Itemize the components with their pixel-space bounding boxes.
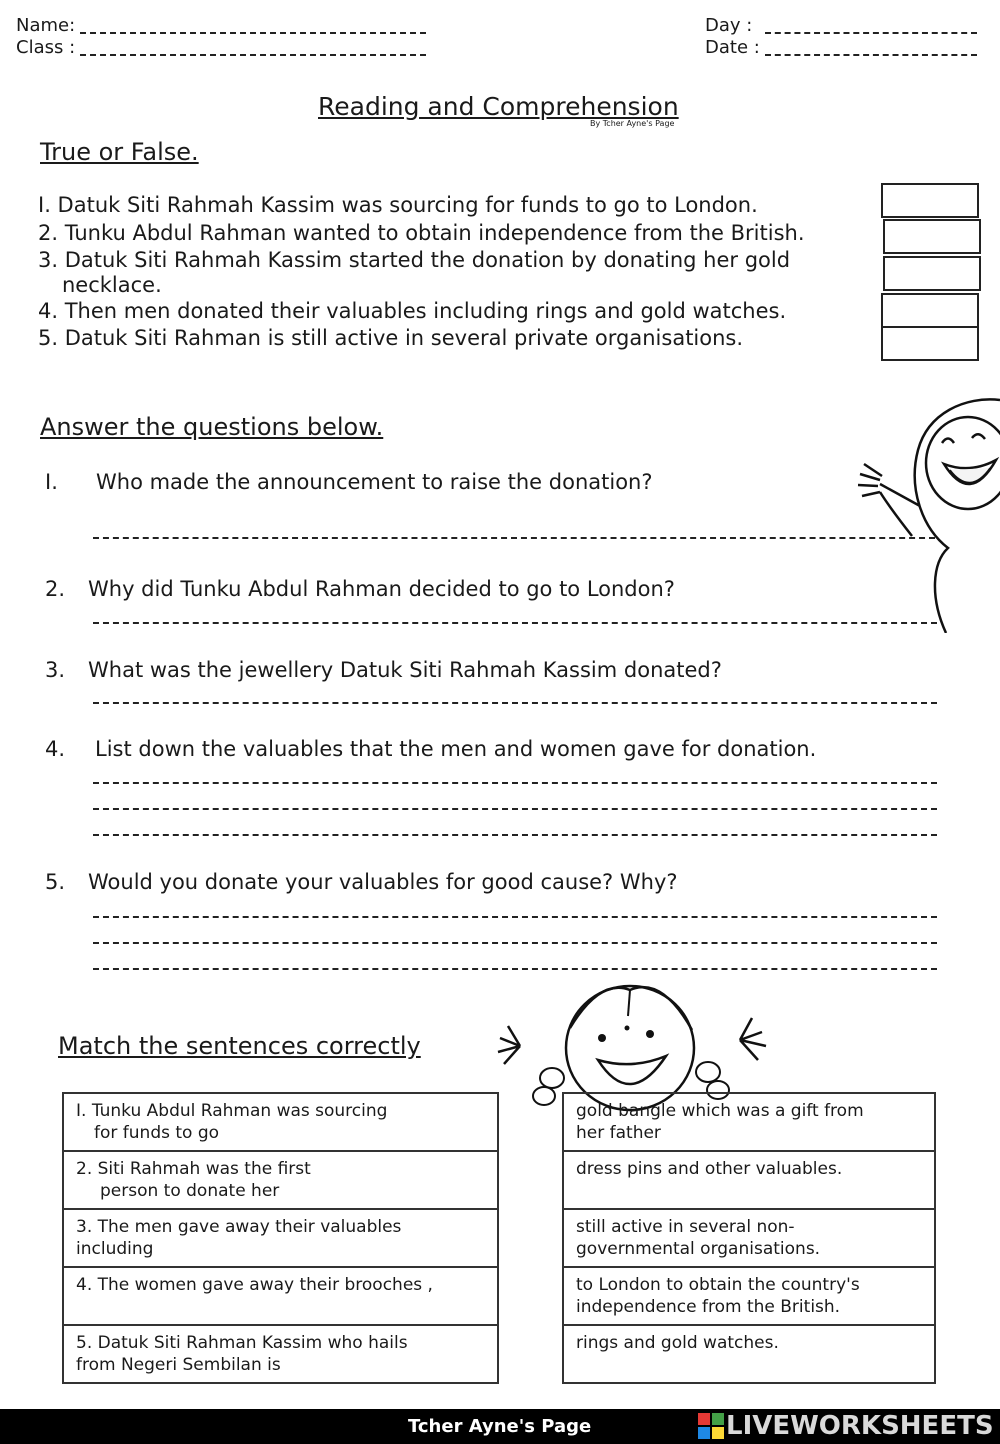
- answer-line-5a[interactable]: [93, 916, 937, 918]
- footer-bar: [0, 1409, 1000, 1444]
- tf-item-3-cont: necklace.: [62, 273, 162, 297]
- match-right-4[interactable]: to London to obtain the country's independence from the British.: [563, 1267, 935, 1325]
- liveworksheets-brand[interactable]: LIVEWORKSHEETS: [726, 1411, 994, 1441]
- class-label: Class :: [16, 37, 76, 58]
- tf-item-2: 2. Tunku Abdul Rahman wanted to obtain independence from the British.: [38, 221, 805, 245]
- tf-item-3: 3. Datuk Siti Rahmah Kassim started the donation by donating her gold: [38, 248, 791, 272]
- day-field[interactable]: [765, 32, 977, 34]
- question-2-text: Why did Tunku Abdul Rahman decided to go to London?: [88, 577, 675, 601]
- match-left-2[interactable]: 2. Siti Rahmah was the first person to donate her: [63, 1151, 498, 1209]
- question-1-number: I.: [45, 470, 58, 494]
- match-left-4[interactable]: 4. The women gave away their brooches ,: [63, 1267, 498, 1325]
- class-field[interactable]: [80, 54, 426, 56]
- match-right-2[interactable]: dress pins and other valuables.: [563, 1151, 935, 1209]
- match-left-5[interactable]: 5. Datuk Siti Rahman Kassim who hails from Negeri Sembilan is: [63, 1325, 498, 1383]
- question-3-number: 3.: [45, 658, 66, 682]
- day-label: Day :: [705, 15, 753, 36]
- tf-answer-box-3[interactable]: [883, 256, 981, 291]
- date-label: Date :: [705, 37, 760, 58]
- tf-item-5: 5. Datuk Siti Rahman is still active in several private organisations.: [38, 326, 744, 350]
- question-2-number: 2.: [45, 577, 66, 601]
- match-left-3[interactable]: 3. The men gave away their valuables including: [63, 1209, 498, 1267]
- name-label: Name:: [16, 15, 76, 36]
- byline: By Tcher Ayne's Page: [590, 119, 675, 128]
- match-right-5[interactable]: rings and gold watches.: [563, 1325, 935, 1383]
- answer-line-3[interactable]: [93, 702, 937, 704]
- questions-heading: Answer the questions below.: [40, 413, 384, 441]
- answer-line-4c[interactable]: [93, 834, 937, 836]
- question-3-text: What was the jewellery Datuk Siti Rahmah Kassim donated?: [88, 658, 722, 682]
- tf-answer-box-5[interactable]: [881, 326, 979, 361]
- match-heading: Match the sentences correctly: [58, 1032, 421, 1060]
- tf-answer-box-1[interactable]: [881, 183, 979, 218]
- answer-line-2[interactable]: [93, 622, 937, 624]
- question-4-text: List down the valuables that the men and women gave for donation.: [95, 737, 817, 761]
- girl-hijab-illustration: [850, 388, 1000, 633]
- name-field[interactable]: [80, 32, 426, 34]
- tf-answer-box-4[interactable]: [881, 293, 979, 328]
- answer-line-4b[interactable]: [93, 808, 937, 810]
- question-1-text: Who made the announcement to raise the donation?: [96, 470, 653, 494]
- question-5-text: Would you donate your valuables for good cause? Why?: [88, 870, 678, 894]
- match-right-1[interactable]: gold bangle which was a gift from her father: [563, 1093, 935, 1151]
- date-field[interactable]: [765, 54, 977, 56]
- question-4-number: 4.: [45, 737, 66, 761]
- match-right-3[interactable]: still active in several non- governmental organisations.: [563, 1209, 935, 1267]
- match-left-1[interactable]: I. Tunku Abdul Rahman was sourcing for funds to go: [63, 1093, 498, 1151]
- match-left-table: [62, 1092, 499, 1384]
- answer-line-5b[interactable]: [93, 942, 937, 944]
- footer-credit: Tcher Ayne's Page: [408, 1416, 592, 1437]
- true-false-heading: True or False.: [40, 138, 199, 166]
- tf-answer-box-2[interactable]: [883, 219, 981, 254]
- answer-line-1[interactable]: [93, 537, 935, 539]
- liveworksheets-logo-icon: [698, 1413, 724, 1439]
- tf-item-4: 4. Then men donated their valuables including rings and gold watches.: [38, 299, 787, 323]
- tf-item-1: I. Datuk Siti Rahmah Kassim was sourcing for funds to go to London.: [38, 193, 758, 217]
- question-5-number: 5.: [45, 870, 66, 894]
- answer-line-4a[interactable]: [93, 782, 937, 784]
- page-title: Reading and Comprehension: [318, 92, 679, 121]
- match-right-table: [562, 1092, 936, 1384]
